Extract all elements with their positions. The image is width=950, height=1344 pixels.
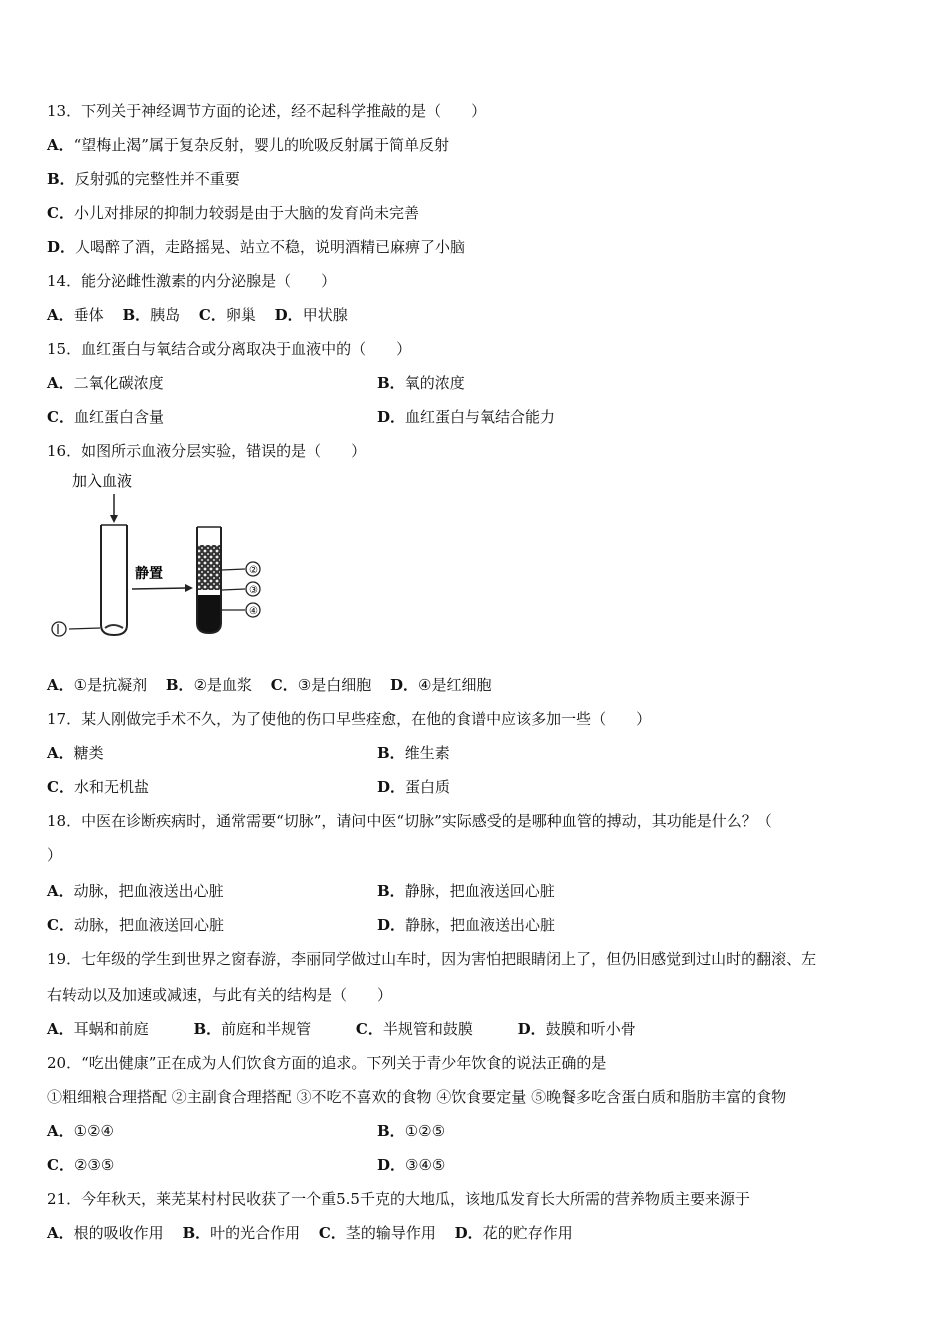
q20-option-c[interactable]: C．②③⑤: [47, 1156, 115, 1174]
q20-stem: 20．“吃出健康”正在成为人们饮食方面的追求。下列关于青少年饮食的说法正确的是: [47, 1054, 607, 1072]
q20-options-row1: [47, 1119, 907, 1153]
q19-options: [47, 1017, 907, 1051]
left-test-tube: [101, 525, 127, 635]
q21-stem: 21．今年秋天，莱芜某村村民收获了一个重5.5千克的大地瓜，该地瓜发育长大所需的营养物质主要来源于: [47, 1190, 750, 1208]
q21-option-b[interactable]: B．叶的光合作用: [182, 1224, 301, 1242]
q17-option-b[interactable]: B．维生素: [377, 744, 450, 762]
q17-option-d[interactable]: D．蛋白质: [377, 778, 451, 796]
q14-options: [47, 303, 907, 337]
q16-option-b[interactable]: B．②是血浆: [165, 676, 253, 694]
q21-options: [47, 1221, 907, 1255]
q19-option-c[interactable]: C．半规管和鼓膜: [355, 1020, 473, 1038]
right-test-tube: [197, 527, 221, 633]
q15-option-b[interactable]: B．氧的浓度: [377, 374, 465, 392]
q18-option-b[interactable]: B．静脉，把血液送回心脏: [377, 882, 555, 900]
blood-layering-figure: [47, 473, 907, 673]
q18-stem-end: ）: [47, 846, 63, 864]
q16-options: [47, 673, 907, 707]
q19-stem-end: 右转动以及加速或减速，与此有关的结构是（ ）: [47, 986, 393, 1004]
q15-option-a[interactable]: A．二氧化碳浓度: [47, 374, 164, 392]
q18-stem: 18．中医在诊断疾病时，通常需要“切脉”，请问中医“切脉”实际感受的是哪种血管的搏动，其功能是什么？（: [47, 812, 772, 830]
svg-text:④: ④: [249, 606, 258, 617]
marker-2: [222, 562, 260, 576]
q18-options-row2: [47, 913, 907, 947]
q20-options-row2: [47, 1153, 907, 1187]
q21-option-d[interactable]: D．花的贮存作用: [454, 1224, 573, 1242]
q14-option-b[interactable]: B．胰岛: [122, 306, 181, 324]
q13-option-b[interactable]: B．反射弧的完整性并不重要: [47, 170, 240, 188]
arrow-right-icon: [132, 584, 193, 592]
q21-option-c[interactable]: C．茎的输导作用: [318, 1224, 436, 1242]
q16-stem: 16．如图所示血液分层实验，错误的是（ ）: [47, 442, 367, 460]
q13-option-d[interactable]: D．人喝醉了酒，走路摇晃、站立不稳，说明酒精已麻痹了小脑: [47, 238, 466, 256]
questions: [47, 99, 907, 1255]
q17-option-a[interactable]: A．糖类: [47, 744, 104, 762]
test-tube-diagram: [47, 465, 287, 650]
q14-option-a[interactable]: A．垂体: [47, 306, 104, 324]
q15-options-row1: [47, 371, 907, 405]
q16-option-a[interactable]: A．①是抗凝剂: [47, 676, 148, 694]
q17-stem: 17．某人刚做完手术不久，为了使他的伤口早些痊愈，在他的食谱中应该多加一些（ ）: [47, 710, 652, 728]
marker-4: [222, 603, 260, 617]
q19-option-d[interactable]: D．鼓膜和听小骨: [517, 1020, 636, 1038]
add-blood-label: 加入血液: [72, 472, 133, 490]
svg-text:②: ②: [249, 565, 258, 576]
q14-stem: 14．能分泌雌性激素的内分泌腺是（ ）: [47, 272, 337, 290]
q18-option-a[interactable]: A．动脉，把血液送出心脏: [47, 882, 224, 900]
q18-option-d[interactable]: D．静脉，把血液送出心脏: [377, 916, 556, 934]
q13-option-a[interactable]: A．“望梅止渴”属于复杂反射，婴儿的吮吸反射属于简单反射: [47, 136, 449, 154]
q20-option-b[interactable]: B．①②⑤: [377, 1122, 446, 1140]
marker-3: [222, 582, 260, 596]
marker-1: [52, 622, 100, 637]
q15-option-d[interactable]: D．血红蛋白与氧结合能力: [377, 408, 556, 426]
q16-option-d[interactable]: D．④是红细胞: [389, 676, 492, 694]
q19-stem: 19．七年级的学生到世界之窗春游，李丽同学做过山车时，因为害怕把眼睛闭上了，但仍旧感觉到过山时的翻滚、左: [47, 950, 817, 968]
settle-label: 静置: [135, 566, 163, 582]
q14-option-d[interactable]: D．甲状腺: [274, 306, 348, 324]
q13-option-c[interactable]: C．小儿对排尿的抑制力较弱是由于大脑的发育尚未完善: [47, 204, 419, 222]
q17-options-row2: [47, 775, 907, 809]
q17-options-row1: [47, 741, 907, 775]
q20-option-d[interactable]: D．③④⑤: [377, 1156, 446, 1174]
q21-option-a[interactable]: A．根的吸收作用: [47, 1224, 164, 1242]
svg-text:③: ③: [249, 585, 258, 596]
q18-options-row1: [47, 879, 907, 913]
q15-options-row2: [47, 405, 907, 439]
q16-option-c[interactable]: C．③是白细胞: [270, 676, 372, 694]
q15-stem: 15．血红蛋白与氧结合或分离取决于血液中的（ ）: [47, 340, 412, 358]
q17-option-c[interactable]: C．水和无机盐: [47, 778, 149, 796]
q14-option-c[interactable]: C．卵巢: [198, 306, 256, 324]
q19-option-a[interactable]: A．耳蜗和前庭: [47, 1020, 149, 1038]
q20-option-a[interactable]: A．①②④: [47, 1122, 114, 1140]
q19-option-b[interactable]: B．前庭和半规管: [193, 1020, 312, 1038]
q20-items: ①粗细粮合理搭配 ②主副食合理搭配 ③不吃不喜欢的食物 ④饮食要定量 ⑤晚餐多吃含蛋白质和脂肪丰富的食物: [47, 1088, 787, 1106]
q15-option-c[interactable]: C．血红蛋白含量: [47, 408, 164, 426]
q18-option-c[interactable]: C．动脉，把血液送回心脏: [47, 916, 224, 934]
arrow-down-icon: [110, 494, 118, 523]
q13-stem: 13．下列关于神经调节方面的论述，经不起科学推敲的是（ ）: [47, 102, 487, 120]
